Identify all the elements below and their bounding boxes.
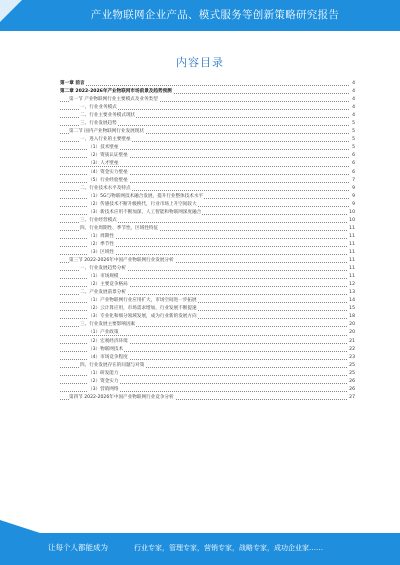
toc-page-number: 4	[351, 80, 355, 88]
toc-entry-text: （1）产业政策	[88, 330, 119, 336]
toc-page-number: 6	[351, 169, 355, 177]
toc-page-number: 20	[348, 329, 355, 337]
toc-entry-text: （1）产业物联网行业应用扩大，市场空间进一步拓展	[88, 298, 197, 304]
toc-page-number: 4	[351, 104, 355, 112]
toc-entry[interactable]	[60, 362, 355, 370]
toc-entry-text: 一、行业发展趋势分析	[80, 266, 126, 272]
toc-entry[interactable]	[60, 112, 355, 120]
toc-page-number: 21	[348, 338, 355, 346]
toc-entry-text: 第二章 2022-2026年产业物联网市场前景及趋势预测	[60, 89, 172, 95]
toc-entry[interactable]	[60, 136, 355, 144]
toc-page-number: 11	[348, 241, 355, 249]
toc-entry[interactable]	[60, 169, 355, 177]
toc-entry-text: 二、产业发展前景分析	[80, 290, 126, 296]
toc-entry-text: （5）行业经验壁垒	[88, 177, 128, 183]
toc-page-number: 25	[348, 370, 355, 378]
toc-page-number: 23	[348, 354, 355, 362]
toc-page-number: 12	[348, 281, 355, 289]
toc-leader-dots	[60, 85, 349, 86]
toc-page-number: 14	[348, 297, 355, 305]
toc-page-number: 22	[348, 346, 355, 354]
toc-page-number: 11	[348, 225, 355, 233]
toc-entry[interactable]	[60, 289, 355, 297]
toc-entry-text: （2）资质认证壁垒	[88, 153, 128, 159]
toc-page-number: 5	[351, 144, 355, 152]
toc-entry-text: （2）主要竞争格局	[88, 282, 128, 288]
toc-entry-text: 第三节 2022-2026年中国产业物联网行业发展分析	[69, 258, 174, 264]
toc-entry-text: （3）专业化和细分领域发展，成为行业新的发展方向	[88, 314, 197, 320]
footer-slogan-right: 行业专家，管理专家，营销专家，战略专家，成功企业家……	[134, 544, 323, 552]
toc-entry-text: （1）5G与物联网技术融合发展，提升行业整体技术水平	[88, 193, 204, 199]
toc-entry[interactable]	[60, 88, 355, 96]
report-title: 产业物联网企业产品、模式服务等创新策略研究报告	[90, 9, 340, 21]
toc-entry-text: （2）季节性	[88, 241, 114, 247]
toc-entry-text: 第二节 国内产业物联网行业发展现状	[69, 129, 144, 135]
toc-entry[interactable]	[60, 378, 355, 386]
toc-page-number: 11	[348, 265, 355, 273]
toc-entry[interactable]	[60, 209, 355, 217]
footer-bar	[0, 533, 400, 565]
toc-page-number: 25	[348, 362, 355, 370]
toc-entry-text: 三、行业发展主要影响因素	[80, 322, 136, 328]
toc-entry[interactable]	[60, 281, 355, 289]
toc-page-number: 4	[351, 96, 355, 104]
toc-page-number: 9	[351, 193, 355, 201]
toc-entry-text: 一、行业业务模式	[80, 105, 117, 111]
toc-page-number: 4	[351, 88, 355, 96]
toc-entry-text: （3）人才壁垒	[88, 161, 119, 167]
toc-page-number: 10	[348, 209, 355, 217]
toc-entry[interactable]	[60, 329, 355, 337]
toc-entry[interactable]	[60, 80, 355, 88]
toc-page-number: 11	[348, 257, 355, 265]
toc-entry[interactable]	[60, 225, 355, 233]
toc-page-number: 11	[348, 233, 355, 241]
toc-entry[interactable]	[60, 305, 355, 313]
toc-entry[interactable]	[60, 313, 355, 321]
toc-page-number: 5	[351, 136, 355, 144]
toc-entry-text: 三、行业发展趋势	[80, 121, 117, 127]
toc-page-number: 5	[351, 120, 355, 128]
toc-entry-text: （2）资金实力	[88, 378, 119, 384]
report-header-bar	[0, 0, 400, 31]
toc-entry-text: （3）物联网技术	[88, 346, 124, 352]
toc-entry[interactable]	[60, 386, 355, 394]
header-corner-fold	[0, 0, 22, 22]
toc-entry[interactable]	[60, 177, 355, 185]
toc-entry-text: （4）资金实力壁垒	[88, 169, 128, 175]
toc-entry-text: （4）市场竞争程度	[88, 354, 128, 360]
toc-page-number: 10	[348, 217, 355, 225]
toc-entry[interactable]	[60, 257, 355, 265]
toc-entry[interactable]	[60, 96, 355, 104]
toc-entry-text: （3）区域性	[88, 249, 114, 255]
toc-entry[interactable]	[60, 354, 355, 362]
toc-page-number: 11	[348, 249, 355, 257]
toc-entry[interactable]	[60, 241, 355, 249]
toc-page-number: 26	[348, 378, 355, 386]
toc-entry[interactable]	[60, 370, 355, 378]
toc-heading: 内容目录	[176, 56, 224, 69]
toc-entry-text: 四、行业周期性、季节性、区域性特征	[80, 225, 159, 231]
toc-page-number: 13	[348, 289, 355, 297]
toc-entry[interactable]	[60, 338, 355, 346]
toc-entry-text: 第一章 前言	[60, 81, 85, 86]
toc-entry[interactable]	[60, 394, 355, 402]
toc-entry-text: 二、行业技术水平及特点	[80, 185, 131, 191]
toc-page-number: 5	[351, 128, 355, 136]
toc-entry[interactable]	[60, 321, 355, 329]
toc-page-number: 15	[348, 305, 355, 313]
toc-entry[interactable]	[60, 217, 355, 225]
toc-entry-text: （1）技术壁垒	[88, 145, 119, 151]
toc-entry-text: 第一节 产业物联网行业主要模式及业务类型	[69, 97, 158, 103]
toc-entry-text: （1）周期性	[88, 233, 114, 239]
toc-entry-text: （2）宏观经济环境	[88, 338, 128, 344]
toc-entry-text: 三、行业经营模式	[80, 217, 117, 223]
footer-slogan-left: 让每个人都能成为	[48, 543, 108, 552]
toc-entry-text: （2）云计算应用，市场需求增加，行业发展不断提速	[88, 306, 197, 312]
toc-entry-text: （1）市场规模	[88, 274, 119, 280]
toc-entry[interactable]	[60, 265, 355, 273]
toc-entry[interactable]	[60, 249, 355, 257]
toc-page-number: 9	[351, 201, 355, 209]
toc-entry-text: 一、进入行业的主要壁垒	[80, 137, 131, 143]
toc-page-number: 18	[348, 313, 355, 321]
toc-entry[interactable]	[60, 297, 355, 305]
toc-entry[interactable]	[60, 233, 355, 241]
toc-entry[interactable]	[60, 144, 355, 152]
toc-page-number: 6	[351, 152, 355, 160]
toc-page-number: 11	[348, 273, 355, 281]
toc-entry[interactable]	[60, 185, 355, 193]
table-of-contents	[60, 80, 355, 402]
toc-entry[interactable]	[60, 120, 355, 128]
toc-entry-text: （1）研发能力	[88, 370, 119, 376]
toc-entry[interactable]	[60, 193, 355, 201]
toc-entry[interactable]	[60, 128, 355, 136]
toc-entry[interactable]	[60, 152, 355, 160]
toc-entry-text: 第四节 2022-2026年中国产业物联网行业竞争分析	[69, 394, 174, 400]
toc-entry[interactable]	[60, 104, 355, 112]
toc-page-number: 9	[351, 185, 355, 193]
toc-entry-text: （3）新技术应用不断加深，人工智能和物联网深度融合	[88, 209, 202, 215]
toc-page-number: 27	[348, 394, 355, 402]
toc-entry[interactable]	[60, 273, 355, 281]
toc-entry-text: 四、行业发展存在的问题与对策	[80, 362, 145, 368]
toc-page-number: 7	[351, 177, 355, 185]
toc-entry-text: （3）营销网络	[88, 386, 119, 392]
toc-entry[interactable]	[60, 160, 355, 168]
toc-page-number: 26	[348, 386, 355, 394]
toc-page-number: 20	[348, 321, 355, 329]
toc-page-number: 6	[351, 160, 355, 168]
toc-entry[interactable]	[60, 346, 355, 354]
toc-page-number: 4	[351, 112, 355, 120]
toc-entry-text: （2）传感技术不断升级换代，行业市场上升空间较大	[88, 201, 197, 207]
footer-corner-fold	[0, 520, 40, 533]
toc-entry[interactable]	[60, 201, 355, 209]
toc-entry-text: 二、行业主要业务模式现状	[80, 113, 136, 119]
